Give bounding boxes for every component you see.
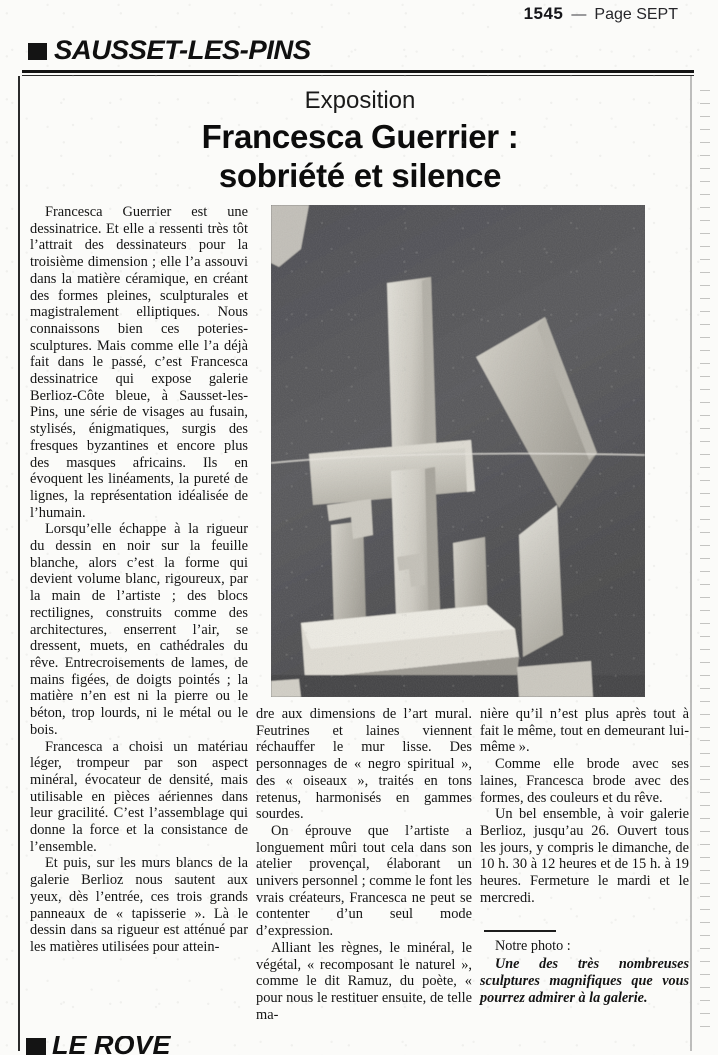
paragraph: Francesca Guerrier est une dessinatrice. Et elle a ressenti très tôt l’attrait des dessinateurs pour la troisième dimension ; elle l’a assouvi dans la matière céramique, en créant des formes pleines, sculpturales et magistralement elliptiques. Nous connaissons bien ces poteries-sculptures. Mais comme elle l’a déjà fait dans le passé, c’est Francesca dessinatrice qui expose galerie Berlioz-Côte bleue, à Sausset-les-Pins, une série de visages au fusain, stylisés, énigmatiques, surgis des fresques byzantines et encore plus des masques africains. Ils en évoquent les linéaments, la pureté de lignes, la représentation idéalisée de l’humain. [30,204,248,521]
page-label: Page SEPT [594,6,678,23]
paragraph: Comme elle brode avec ses laines, Francesca brode avec des formes, des couleurs et du rêve. [480,756,689,806]
paragraph: On éprouve que l’artiste a longuement mûri tout cela dans son atelier provençal, élaborant un univers personnel ; comme le font les vrais créateurs, Francesca ne peut se contenter d’un seul mode d’expression. [256,822,472,940]
next-section-title: LE ROVE [52,1036,171,1055]
article-column-3 [480,706,689,906]
column-rule-right [690,76,692,1051]
headline-block [150,88,570,196]
masthead-separator: — [571,6,587,23]
scan-edge-marks [700,90,710,1030]
black-square-bullet-icon [28,43,47,60]
section-banner [22,35,694,70]
black-square-bullet-icon [26,1038,46,1055]
page-masthead [0,4,718,30]
headline-line-2: sobriété et silence [218,157,502,195]
section-title: SAUSSET-LES-PINS [54,35,311,65]
next-section-banner [22,1036,322,1055]
article-column-2 [256,706,472,1023]
article-column-1 [30,204,248,956]
paragraph: Alliant les règnes, le minéral, le végétal, « recomposant le naturel », comme le dit Ramuz, du poète, « pour nous le restituer ensuite, de telle ma- [256,939,472,1023]
article-kicker: Exposition [304,87,416,114]
sculpture-photo-illustration [271,205,645,697]
caption-divider [484,930,556,932]
paragraph: nière qu’il n’est plus après tout à fait le même, tout en demeurant lui-même ». [480,706,689,756]
headline-line-1: Francesca Guerrier : [201,118,519,156]
paragraph: Lorsqu’elle échappe à la rigueur du dessin en noir sur la feuille blanche, alors c’est la forme qui devient volume blanc, rigoureux, par la main de l’artiste ; des blocs rectilignes, construits comme des architectures, enserrent l’air, se dressent, muets, en cathédrales du rêve. Entrecroisements de lames, de mains figées, de doigts pointés ; la matière n’en est ni la pierre ou le béton, trop lourds, ni le métal ou le bois. [30,521,248,738]
article-photo [271,205,645,697]
paragraph: Un bel ensemble, à voir galerie Berlioz, jusqu’au 26. Ouvert tous les jours, y compris le dimanche, de 10 h. 30 à 12 heures et de 15 h. à 19 heures. Fermeture le mardi et le mercredi. [480,806,689,906]
issue-number: 1545 [523,4,564,23]
caption-lead: Notre photo : [495,938,571,954]
caption-text: Une des très nombreuses sculptures magnifiques que vous pourrez admirer à la galerie. [480,956,689,1006]
paragraph: Francesca a choisi un matériau léger, trompeur par son aspect minéral, évocateur de densité, mais utilisable en pièces aériennes dans leur gracilité. C’est l’assemblage qui donne la force et la consistance de l’ensemble. [30,738,248,855]
column-rule-left [18,76,20,1051]
paragraph: Et puis, sur les murs blancs de la galerie Berlioz nous sautent aux yeux, dès l’entrée, ces trois grands panneaux de « tapisserie ». Là le dessin dans sa rigueur est atténué par les matières utilisées pour attein- [30,855,248,955]
paragraph: dre aux dimensions de l’art mural. Feutrines et laines viennent réchauffer le mur lisse. Des personnages de « negro spiritual », des « oiseaux », traités en tons retenus, harmonisés en gammes sourdes. [256,706,472,823]
photo-caption [480,938,689,1007]
article-headline [150,118,570,196]
banner-rule-thick [22,70,694,73]
banner-rule-thin [22,75,694,76]
